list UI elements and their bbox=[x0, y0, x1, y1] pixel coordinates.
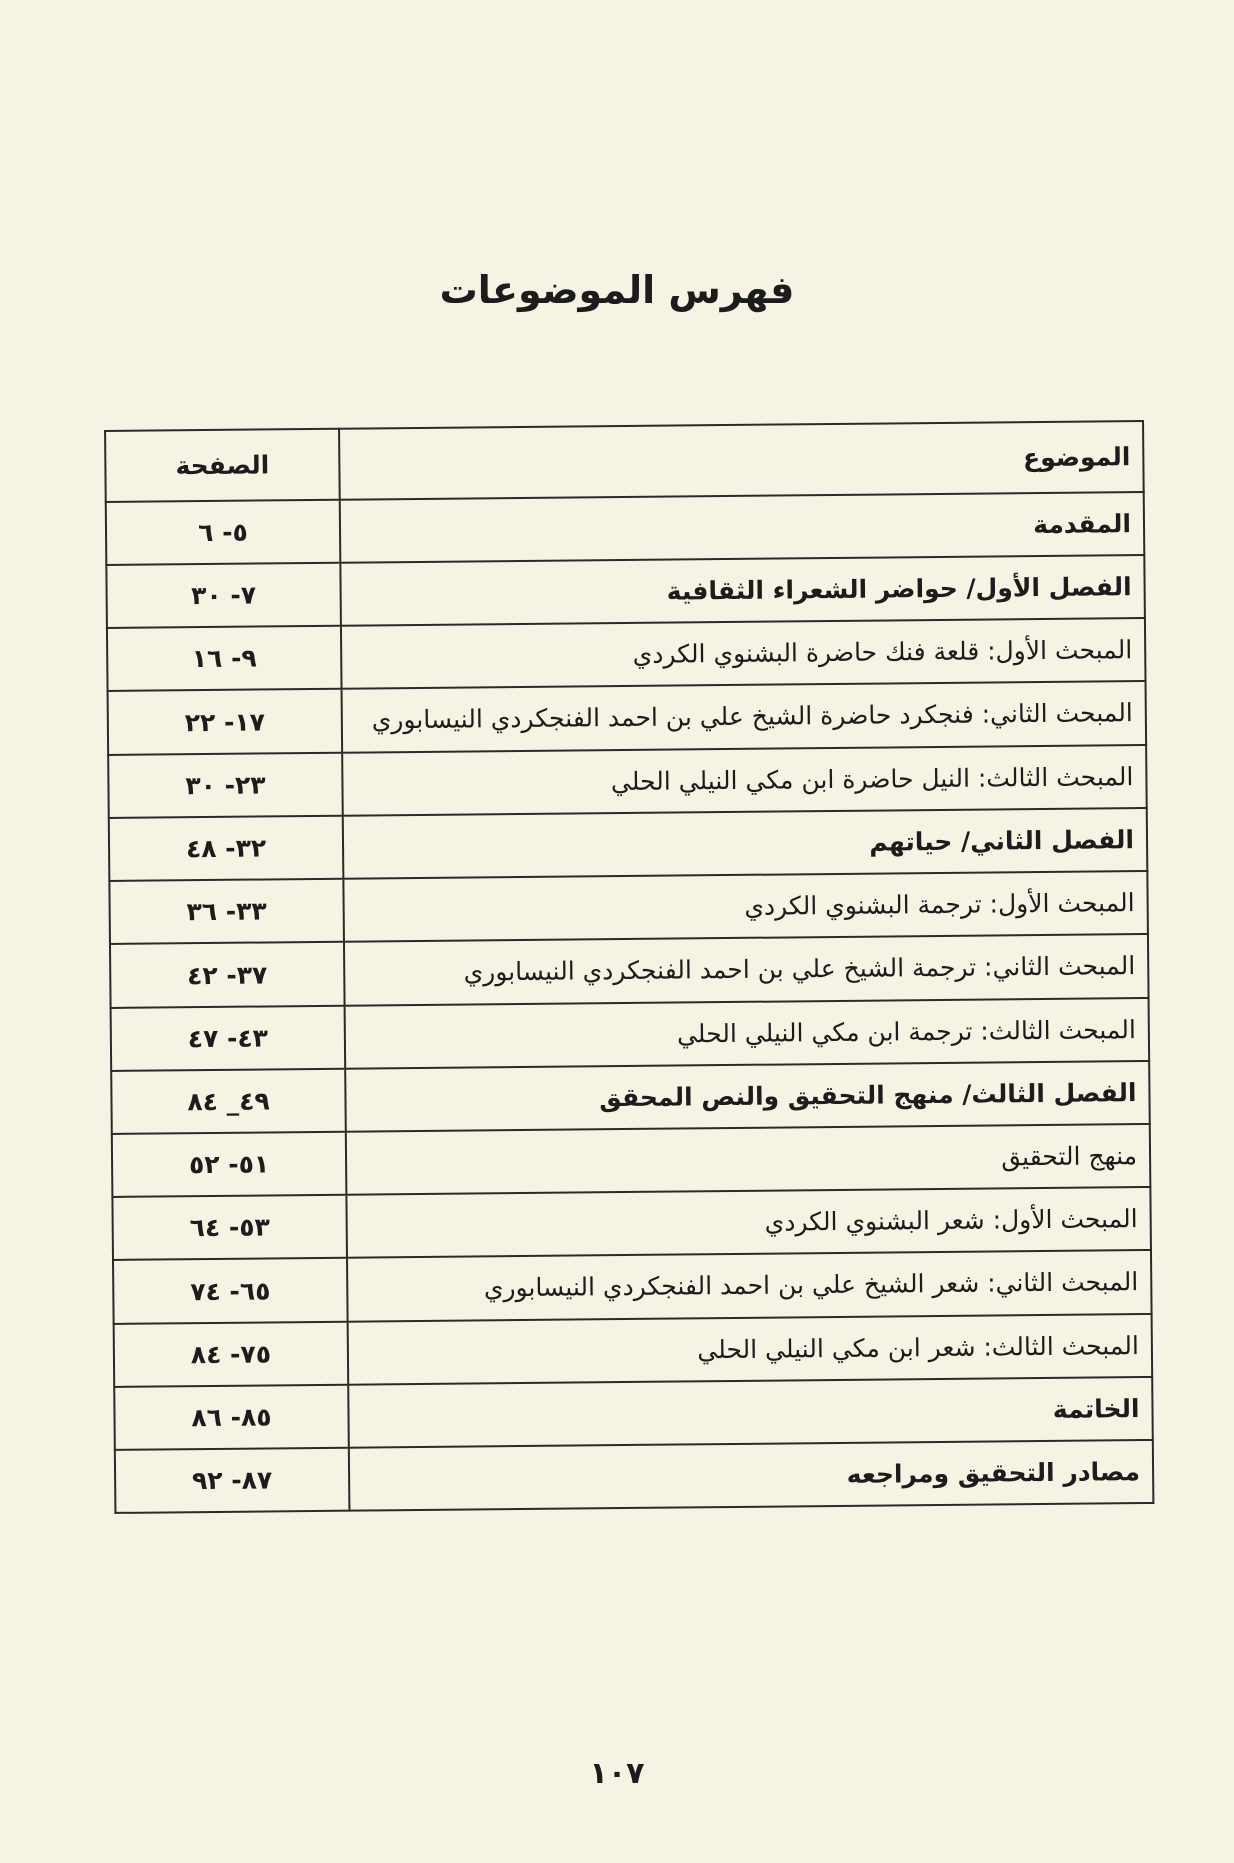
row-pages: ٩- ١٦ bbox=[107, 626, 342, 691]
table-row bbox=[114, 1377, 1153, 1450]
table-row bbox=[108, 681, 1147, 755]
header-topic: الموضوع bbox=[339, 421, 1144, 500]
row-topic: المبحث الثاني: ترجمة الشيخ علي بن احمد الفنجكردي النيسابوري bbox=[344, 934, 1149, 1006]
row-topic: الفصل الثالث/ منهج التحقيق والنص المحقق bbox=[345, 1061, 1150, 1132]
row-pages: ٥٣- ٦٤ bbox=[112, 1195, 347, 1260]
row-topic: المبحث الأول: ترجمة البشنوي الكردي bbox=[343, 871, 1148, 942]
header-pages: الصفحة bbox=[105, 429, 340, 502]
table-row bbox=[107, 618, 1146, 691]
row-pages: ٤٩_ ٨٤ bbox=[111, 1069, 346, 1134]
row-topic: المبحث الثاني: شعر الشيخ علي بن احمد الفنجكردي النيسابوري bbox=[347, 1250, 1152, 1322]
table-row bbox=[111, 1061, 1150, 1134]
row-pages: ٣٣- ٣٦ bbox=[109, 879, 344, 944]
table-row bbox=[111, 998, 1150, 1071]
row-pages: ٣٢- ٤٨ bbox=[109, 816, 344, 881]
table-row bbox=[112, 1187, 1151, 1260]
row-pages: ٥- ٦ bbox=[106, 500, 341, 565]
table-row bbox=[108, 745, 1147, 818]
row-topic: المبحث الثالث: ترجمة ابن مكي النيلي الحلي bbox=[345, 998, 1150, 1069]
row-topic: المبحث الثالث: شعر ابن مكي النيلي الحلي bbox=[348, 1314, 1153, 1385]
row-topic: المبحث الأول: قلعة فنك حاضرة البشنوي الكردي bbox=[341, 618, 1146, 689]
table-header-row bbox=[105, 421, 1144, 502]
table-row bbox=[115, 1440, 1154, 1513]
row-topic: الفصل الأول/ حواضر الشعراء الثقافية bbox=[340, 555, 1145, 626]
row-pages: ٨٥- ٨٦ bbox=[114, 1385, 349, 1450]
row-pages: ١٧- ٢٢ bbox=[108, 689, 343, 755]
page-title: فهرس الموضوعات bbox=[439, 268, 795, 312]
row-topic: المقدمة bbox=[340, 492, 1145, 563]
table-row bbox=[106, 555, 1145, 628]
row-pages: ٦٥- ٧٤ bbox=[113, 1258, 348, 1324]
table-row bbox=[106, 492, 1145, 565]
row-topic: مصادر التحقيق ومراجعه bbox=[349, 1440, 1154, 1511]
table-row bbox=[109, 871, 1148, 944]
table-row bbox=[110, 934, 1149, 1008]
table-row bbox=[114, 1314, 1153, 1387]
row-pages: ٤٣- ٤٧ bbox=[111, 1006, 346, 1071]
page-number: ١٠٧ bbox=[589, 1756, 645, 1791]
table-row bbox=[109, 808, 1148, 881]
table-row bbox=[112, 1124, 1151, 1197]
row-pages: ٣٧- ٤٢ bbox=[110, 942, 345, 1008]
row-pages: ٧- ٣٠ bbox=[106, 563, 341, 628]
row-topic: الفصل الثاني/ حياتهم bbox=[343, 808, 1148, 879]
row-topic: المبحث الثالث: النيل حاضرة ابن مكي النيلي الحلي bbox=[342, 745, 1147, 816]
row-pages: ٥١- ٥٢ bbox=[112, 1132, 347, 1197]
row-pages: ٨٧- ٩٢ bbox=[115, 1448, 350, 1513]
row-topic: المبحث الأول: شعر البشنوي الكردي bbox=[346, 1187, 1151, 1258]
row-pages: ٢٣- ٣٠ bbox=[108, 753, 343, 818]
row-topic: المبحث الثاني: فنجكرد حاضرة الشيخ علي بن احمد الفنجكردي النيسابوري bbox=[342, 681, 1147, 753]
table-row bbox=[113, 1250, 1152, 1324]
toc-table bbox=[104, 420, 1154, 1514]
row-pages: ٧٥- ٨٤ bbox=[114, 1322, 349, 1387]
row-topic: منهج التحقيق bbox=[346, 1124, 1151, 1195]
row-topic: الخاتمة bbox=[348, 1377, 1153, 1448]
